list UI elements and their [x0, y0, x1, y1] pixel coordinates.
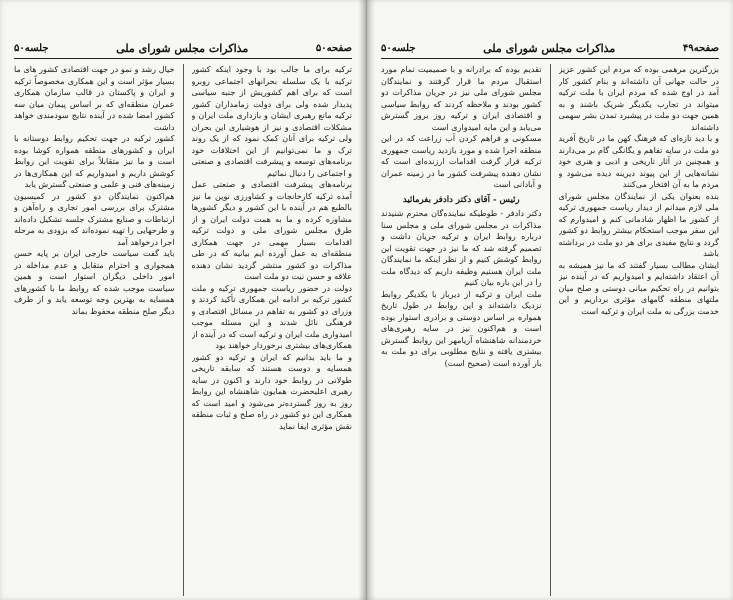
right-page-columns [381, 64, 719, 596]
paragraph: بنده بعنوان یکی از نمایندگان مجلس شورای ملی لازم میدانم از دیدار ریاست جمهوری ترکیه از کشور ما اظهار شادمانی کنم و امیدوارم که این سفر موجب استحکام بیشتر روابط دو کشور گردد و نتایج مفیدی برای هر دو ملت در برداشته باشد [558, 190, 719, 258]
paragraph: دولت در حضور ریاست جمهوری ترکیه و ملت کشور ترکیه بر ادامه این همکاری تأکید کردند و وزرای دو کشور به تفاهم در مسائل اقتصادی و فرهنگی نائل شدند و این مسئله موجب امیدواری ملت ایران و ترکیه است که در آینده از همکاری‌های بیشتری برخوردار خواهند بود [191, 282, 352, 350]
paragraph: ایشان مطالب بسیار گفتند که ما نیز همیشه به آن اعتقاد داشته‌ایم و امیدواریم که در آینده نیز بتوانیم در راه تحکیم مبانی دوستی و صلح میان ملتهای منطقه گامهای مؤثری برداریم و این خدمت بزرگی به ملت ایران و ترکیه است [558, 259, 719, 316]
column-divider [550, 64, 551, 596]
paragraph: ملت ایران و ترکیه از دیرباز با یکدیگر روابط نزدیک داشته‌اند و این روابط در طول تاریخ همواره بر اساس دوستی و برادری استوار بوده است و هم‌اکنون نیز در سایه رهبری‌های خردمندانه شاهنشاه آریامهر این روابط گسترش بیشتری یافته و نتایج مطلوبی برای دو ملت به بار آورده است (صحیح است) [381, 288, 542, 368]
paragraph: و ما باید بدانیم که ایران و ترکیه دو کشور همسایه و دوست هستند که سابقه تاریخی طولانی در روابط خود دارند و اکنون در سایه رهبری اعلیحضرت همایون شاهنشاه این روابط روز به روز گسترده‌تر می‌شود و امید است که همکاری این دو کشور در راه صلح و ثبات منطقه نقش مؤثری ایفا نماید [191, 351, 352, 431]
session-number: جلسه۵۰ [14, 42, 49, 54]
paragraph: خیال رشد و نمو در جهت اقتصادی کشور های ما بسیار مؤثر است و این همکاری مخصوصاً ترکیه و ایران و پاکستان در قالب سازمان همکاری عمران منطقه‌ای که بر اساس پیمان میان سه کشور امضا شده در آینده نتایج سودمندی خواهد داشت [14, 64, 175, 132]
left-page-column-left [14, 64, 175, 596]
right-page-header [381, 38, 719, 59]
paragraph: کشور ترکیه در جهت تحکیم روابط دوستانه با ایران و کشورهای منطقه همواره کوشا بوده است و ما نیز متقابلاً برای تقویت این روابط کوشش داریم و امیدواریم که این همکاری‌ها در زمینه‌های فنی و علمی و صنعتی گسترش یابد [14, 133, 175, 189]
running-title: مذاکرات مجلس شورای ملی [483, 41, 616, 55]
paragraph: دکتر دادفر - طوطیکه نماینده‌گان محترم شنیدند مذاکرات در مجلس شورای ملی و مجلس سنا درباره روابط ایران و ترکیه جریان داشت و تصمیم گرفته شد که ما نیز در جهت تقویت این روابط کوشش کنیم و از نظر اینکه ما نمایندگان ملت ایران هستیم وظیفه داریم که دیدگاه ملت را در این باره بیان کنیم [381, 208, 542, 287]
left-page-column-right [192, 64, 353, 596]
paragraph: باید گفت سیاست خارجی ایران بر پایه حسن همجواری و احترام متقابل و عدم مداخله در امور داخلی دیگران استوار است و همین سیاست موجب شده که روابط ما با کشورهای همسایه به بهترین وجه توسعه یابد و از طرف دیگر صلح منطقه محفوظ بماند [14, 248, 175, 316]
page-number: صفحه۴۹ [682, 42, 719, 54]
right-page-column-right [559, 64, 720, 596]
session-number: جلسه۵۰ [381, 42, 416, 54]
paragraph: تقدیم بوده که برادرانه و با صمیمیت تمام مورد استقبال مردم ما قرار گرفتند و نمایندگان مجلس شورای ملی نیز در جریان مذاکرات دو کشور بودند و ملاحظه کردند که روابط سیاسی و اقتصادی ایران و ترکیه روز بروز گسترش می‌یابد و این مایه امیدواری است [381, 64, 542, 132]
paragraph: هم‌اکنون نمایندگان دو کشور در کمیسیون مشترک برای بررسی امور تجاری و راه‌آهن و ارتباطات و صنایع مشترک جلسه تشکیل داده‌اند و طرحهایی را تهیه نموده‌اند که بزودی به مرحله اجرا درخواهد آمد [14, 190, 175, 247]
column-divider [183, 64, 184, 596]
paragraph: بزرگترین مرهمی بوده که مردم این کشور عزیز در حالت جهانی آن داشته‌اند و بنام کشور کار آمد در اوج شده که مردم ایران با ملت ترکیه میتواند در تجارب یکدیگر شریک باشند و به همین جهت دو ملت در پیشبرد تمدن بشر سهمی داشته‌اند [558, 64, 719, 132]
paragraph: ترکیه برای ما جالب بود با وجود اینکه کشور ترکیه با یک سلسله بحرانهای اجتماعی روبرو است که برای اهم کشوریش از جنبه سیاسی پدیدار شده ولی برای دولت زمامداران کشور ترکیه مانع رهبری ایشان و بازداری ملت ایران و مشکلات اقتصادی و نیز از هوشیاری این بحران ولی ترکیه برای آنان کمک نمود که از یک روند ترک و ما نمی‌توانیم از این اختلافات خود برنامه‌های توسعه و پیشرفت اقتصادی و صنعتی و اجتماعی را دنبال نمائیم [191, 64, 352, 178]
paragraph: مسکونی و فراهم کردن آب زراعت که در این منطقه اجرا شده و مورد بازدید ریاست جمهوری ترکیه قرار گرفت اقدامات ارزنده‌ای است که نشان دهنده پیشرفت کشور ما در زمینه عمران و آبادانی است [381, 133, 542, 189]
paragraph: و با دید تازه‌ای که فرهنگ کهن ما در تاریخ آفرید دو ملت در سایه تفاهم و یگانگی گام بر می‌دارند و همچنین در آثار تاریخی و ادبی و هنری خود نشانه‌هایی از این پیوند دیرینه دیده می‌شود و مردم ما به آن افتخار می‌کنند [558, 133, 719, 189]
right-page [367, 0, 733, 600]
right-page-column-left [381, 64, 542, 596]
left-page-header [14, 38, 352, 59]
speaker-heading: رئیس - آقای دکتر دادفر بفرمائید [402, 194, 520, 205]
running-title: مذاکرات مجلس شورای ملی [116, 41, 249, 55]
paragraph: برنامه‌های پیشرفت اقتصادی و صنعتی عمل آمده ترکیه کارخانجات و کشاورزی نوین ما نیز بالطبع هم در آینده با این کشور و دیگر کشورها مشاوره کرده و ما به همت دولت ایران و از طرق مجلس شورای ملی و دولت ترکیه اقدامات بسیار مهمی در جهت همکاری منطقه‌ای به عمل آورده ایم بیانیه که در طی مذاکرات دو کشور منتشر گردید نشان دهنده علاقه و حسن نیت دو ملت است [191, 179, 352, 281]
left-page-columns [14, 64, 352, 596]
page-number: صفحه۵۰ [315, 42, 352, 54]
